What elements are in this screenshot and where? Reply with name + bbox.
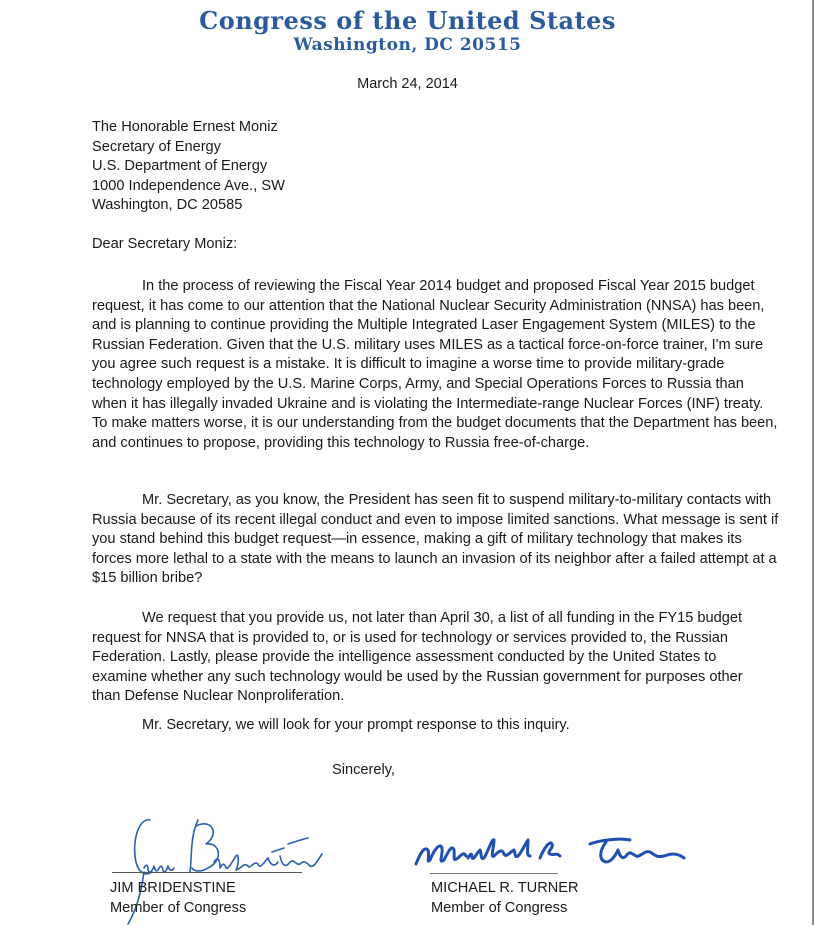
signatory-title: Member of Congress xyxy=(110,900,247,916)
recipient-line: 1000 Independence Ave., SW xyxy=(92,177,285,194)
signatory-block xyxy=(110,878,246,918)
recipient-line: Secretary of Energy xyxy=(92,138,221,155)
signatory-name: MICHAEL R. TURNER xyxy=(431,880,579,896)
signatory-name: JIM BRIDENSTINE xyxy=(110,880,236,896)
recipient-line: The Honorable Ernest Moniz xyxy=(92,119,278,135)
body-paragraph: Mr. Secretary, we will look for your prompt response to this inquiry. xyxy=(142,717,570,733)
letterhead-address: Washington, DC 20515 xyxy=(293,35,522,55)
signature-turner xyxy=(410,832,710,877)
signature-line xyxy=(430,873,558,874)
page-edge xyxy=(812,0,814,925)
signature-line xyxy=(112,872,302,873)
recipient-address xyxy=(92,118,802,216)
body-paragraph: We request that you provide us, not later than April 30, a list of all funding in the FY15 budget request for NNSA that is provided to, or is used for technology or services provided to, the Russian Federation. Lastly, please provide the intelligence assessment conducted by the United States to examine whether any such technology would be used by the Russian government for purposes other than Defense Nuclear Nonproliferation. xyxy=(92,610,743,705)
body-paragraph: Mr. Secretary, as you know, the President has seen fit to suspend military-to-military contacts with Russia because of its recent illegal conduct and even to impose limited sanctions. What message is sent if you stand behind this budget request—in essence, making a gift of military technology that makes its forces more lethal to a state with the means to launch an invasion of its neighbor after a failed attempt at a $15 billion bribe? xyxy=(92,492,779,587)
recipient-line: Washington, DC 20585 xyxy=(92,197,243,214)
salutation: Dear Secretary Moniz: xyxy=(92,236,238,252)
letterhead-title: Congress of the United States xyxy=(199,6,616,35)
recipient-line: U.S. Department of Energy xyxy=(92,158,268,175)
closing: Sincerely, xyxy=(332,762,395,778)
signatory-title: Member of Congress xyxy=(431,900,568,916)
letter-date: March 24, 2014 xyxy=(357,76,458,92)
body-paragraph: In the process of reviewing the Fiscal Year 2014 budget and proposed Fiscal Year 2015 budget request, it has come to our attention that the National Nuclear Security Administration (NNSA) has been, and is planning to continue providing the Multiple Integrated Laser Engagement System (MILES) to the Russian Federation. Given that the U.S. military uses MILES as a tactical force-on-force trainer, I'm sure you agree such request is a mistake. It is difficult to imagine a worse time to provide military-grade technology employed by the U.S. Marine Corps, Army, and Special Operations Forces to Russia than when it has illegally invaded Ukraine and is violating the Intermediate-range Nuclear Forces (INF) treaty. To make matters worse, it is our understanding from the budget documents that the Department has been, and continues to propose, providing this technology to Russia free-of-charge. xyxy=(92,278,778,451)
signatory-block xyxy=(431,878,579,918)
